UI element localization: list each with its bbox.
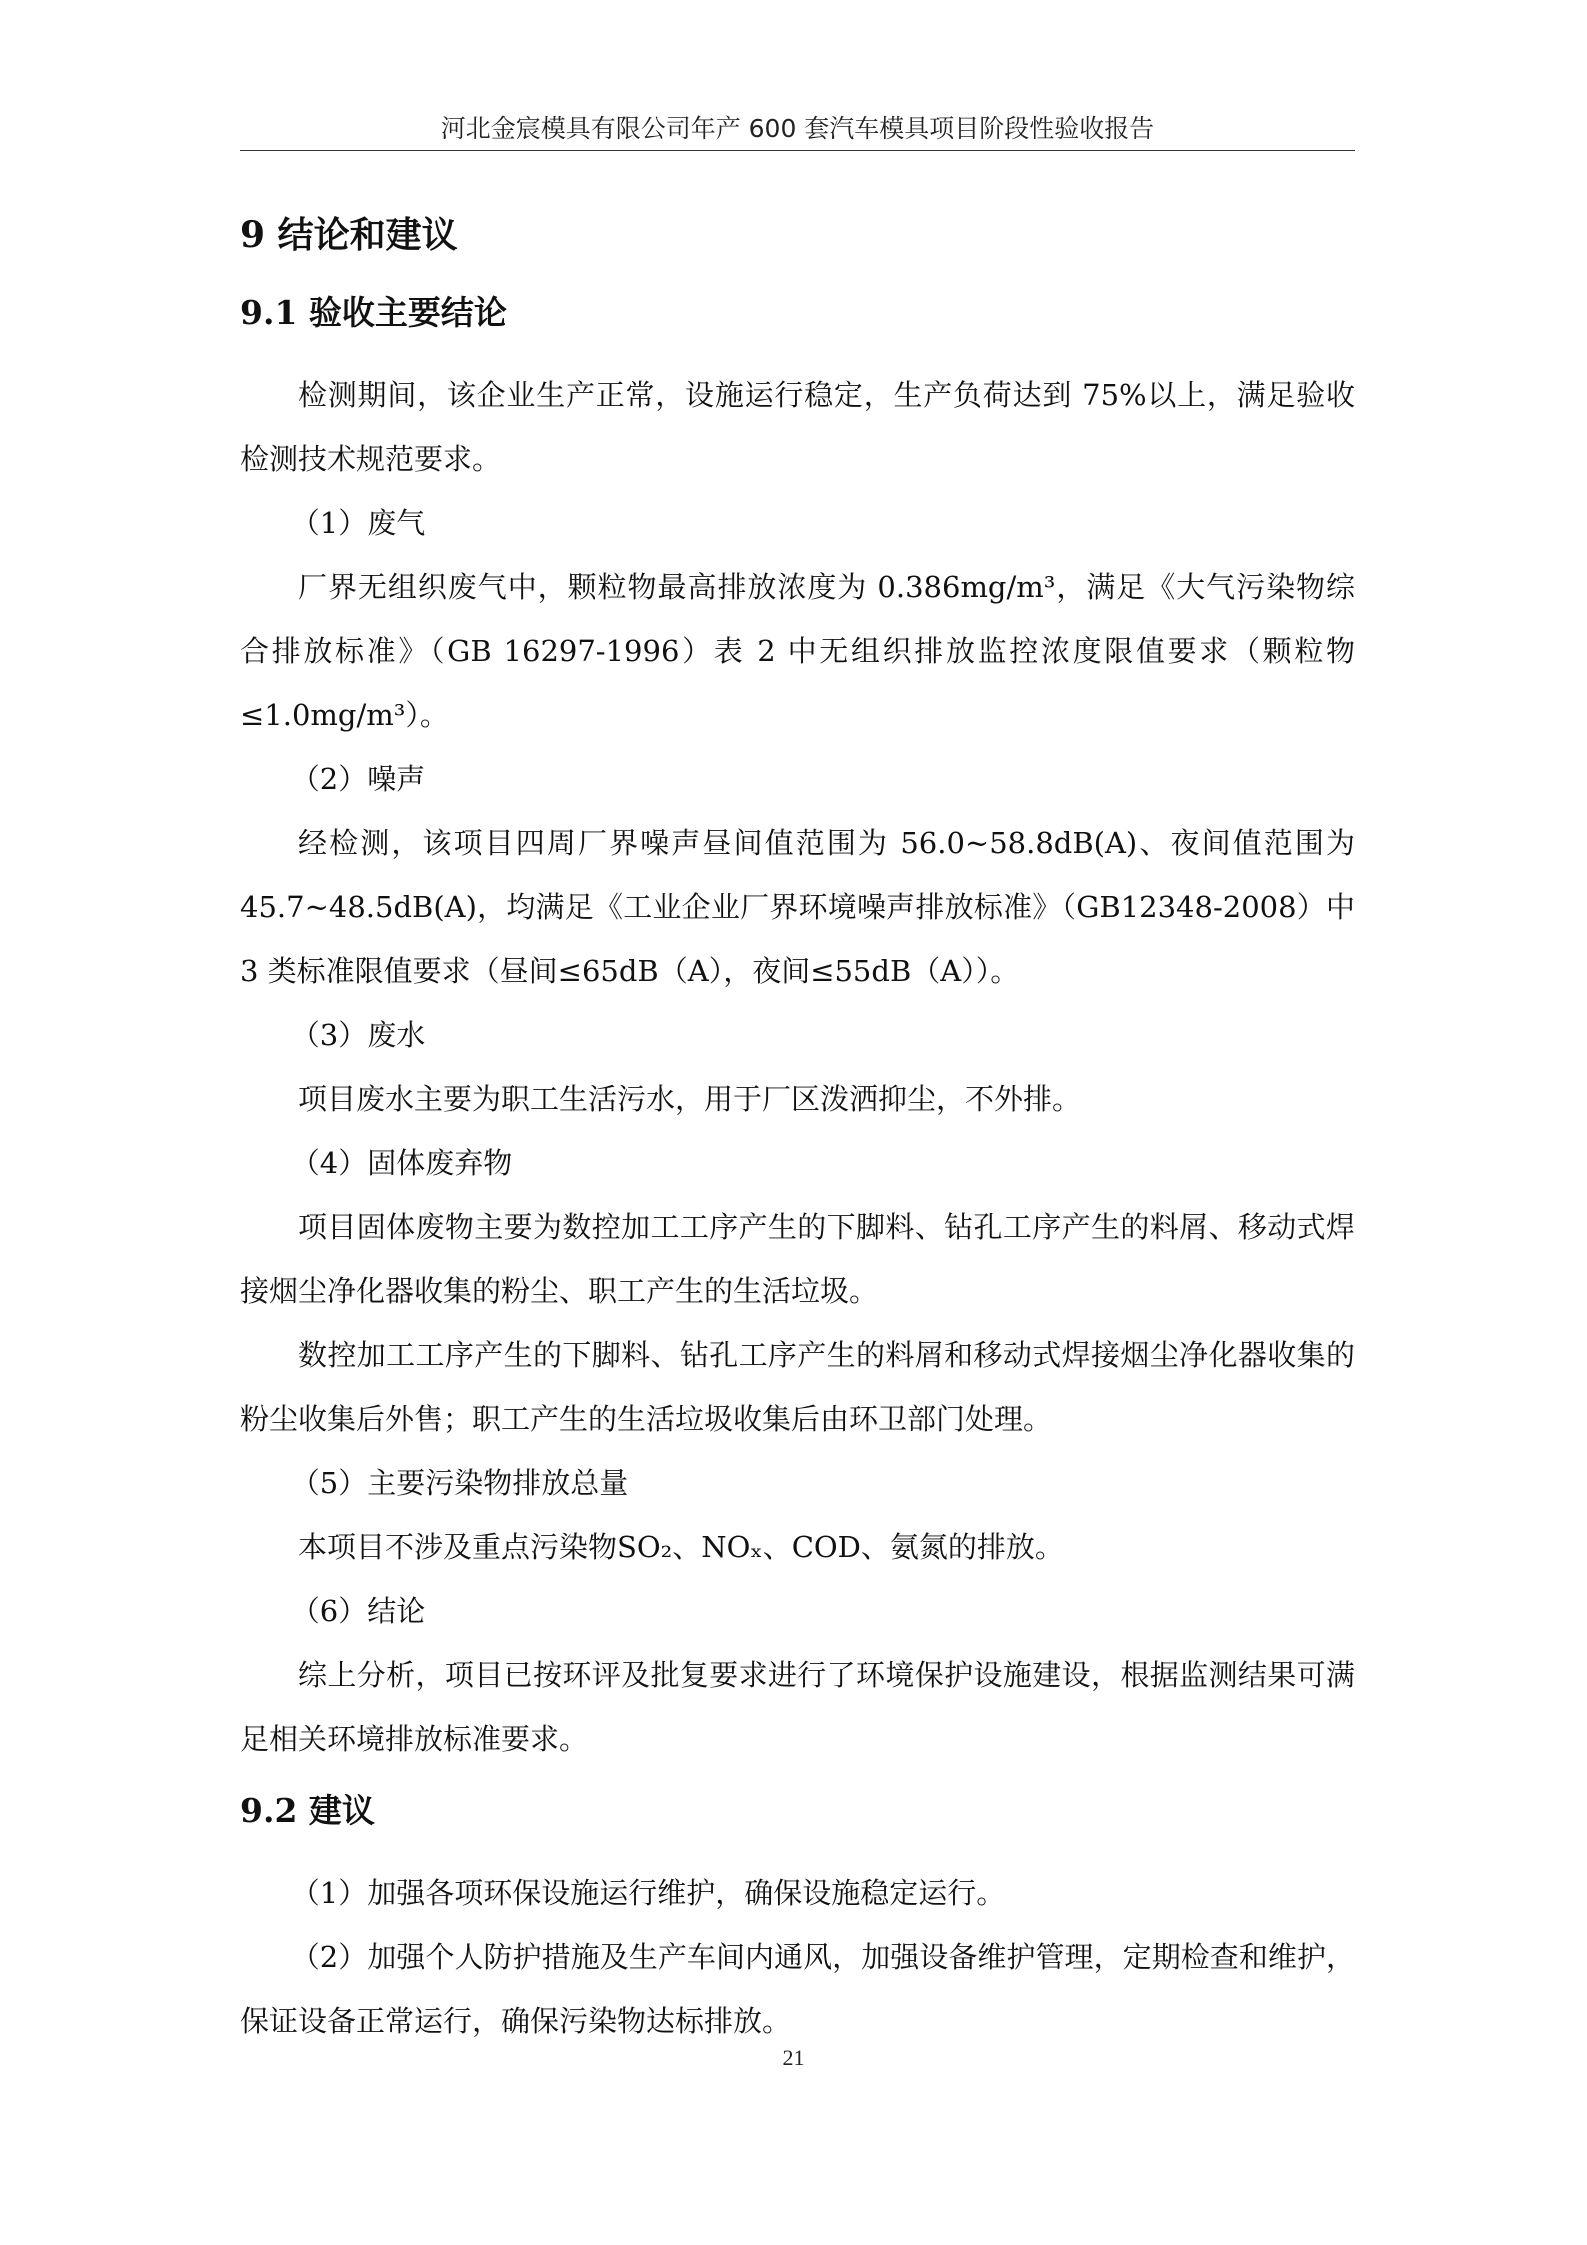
paragraph-wastewater: 项目废水主要为职工生活污水，用于厂区泼洒抑尘，不外排。 — [298, 1082, 1082, 1116]
section-title-suggestions: 9.2 建议 — [240, 1791, 375, 1830]
paragraph-conclusion: 综上分析，项目已按环评及批复要求进行了环境保护设施建设，根据监测结果可满足相关环境排放标准要求。 — [240, 1658, 1355, 1756]
item-heading-wastewater: （3）废水 — [290, 1018, 426, 1052]
paragraph-total-emissions: 本项目不涉及重点污染物SO₂、NOₓ、COD、氨氮的排放。 — [298, 1530, 1064, 1564]
page-header: 河北金宸模具有限公司年产 600 套汽车模具项目阶段性验收报告 — [440, 114, 1155, 143]
item-heading-noise: （2）噪声 — [290, 762, 426, 796]
paragraph-suggestion-1: （1）加强各项环保设施运行维护，确保设施稳定运行。 — [290, 1876, 1006, 1910]
paragraph-suggestion-2: （2）加强个人防护措施及生产车间内通风，加强设备维护管理，定期检查和维护，保证设备正常运行，确保污染物达标排放。 — [240, 1940, 1355, 2038]
item-heading-solid-waste: （4）固体废弃物 — [290, 1146, 513, 1180]
item-heading-waste-gas: （1）废气 — [290, 506, 426, 540]
paragraph-noise: 经检测，该项目四周厂界噪声昼间值范围为 56.0~58.8dB(A)、夜间值范围为 45.7~48.5dB(A)，均满足《工业企业厂界环境噪声排放标准》（GB12348-2008）中 3 类标准限值要求（昼间≤65dB（A），夜间≤55dB（A））。 — [240, 826, 1355, 988]
item-heading-total-emissions: （5）主要污染物排放总量 — [290, 1466, 629, 1500]
header-divider — [240, 150, 1355, 151]
paragraph-monitoring-period: 检测期间，该企业生产正常，设施运行稳定，生产负荷达到 75%以上，满足验收检测技术规范要求。 — [240, 378, 1355, 476]
paragraph-waste-gas: 厂界无组织废气中，颗粒物最高排放浓度为 0.386mg/m³，满足《大气污染物综合排放标准》（GB 16297-1996）表 2 中无组织排放监控浓度限值要求（颗粒物≤1.0mg/m³）。 — [240, 570, 1355, 732]
page-number: 21 — [782, 2045, 805, 2070]
chapter-title: 9 结论和建议 — [240, 214, 458, 256]
paragraph-solid-waste-handling: 数控加工工序产生的下脚料、钻孔工序产生的料屑和移动式焊接烟尘净化器收集的粉尘收集后外售；职工产生的生活垃圾收集后由环卫部门处理。 — [240, 1338, 1355, 1436]
section-title-acceptance-conclusions: 9.1 验收主要结论 — [240, 293, 507, 332]
document-body — [240, 205, 1355, 2053]
item-heading-conclusion: （6）结论 — [290, 1594, 426, 1628]
paragraph-solid-waste-sources: 项目固体废物主要为数控加工工序产生的下脚料、钻孔工序产生的料屑、移动式焊接烟尘净化器收集的粉尘、职工产生的生活垃圾。 — [240, 1210, 1355, 1308]
